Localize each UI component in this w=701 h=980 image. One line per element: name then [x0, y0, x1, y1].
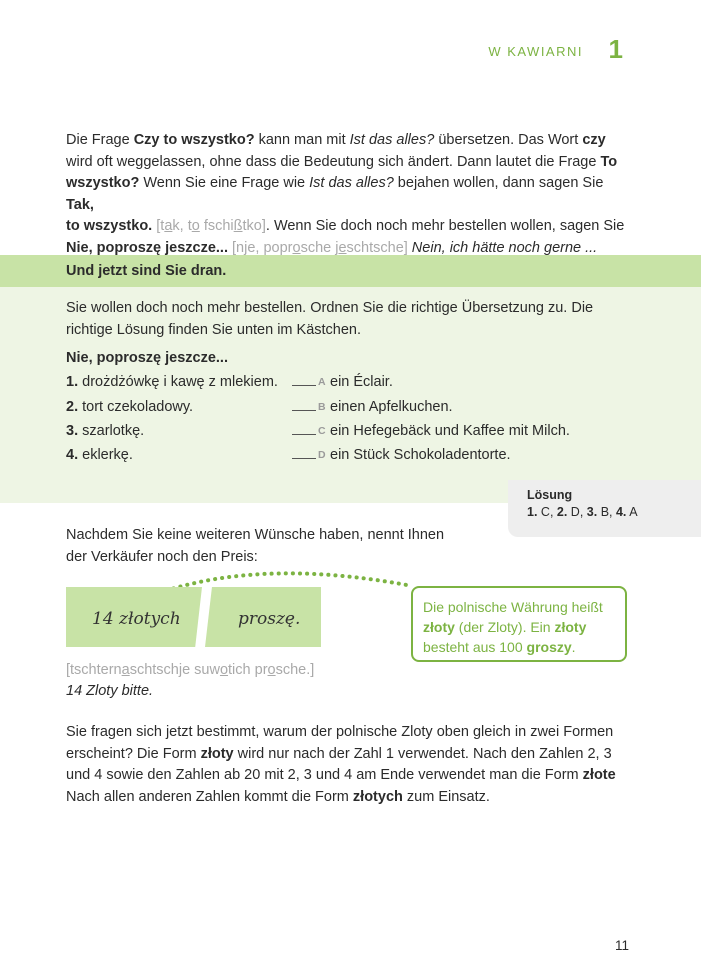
text: Nachdem Sie keine weiteren Wünsche haben, nennt Ihnen: [66, 527, 445, 543]
text-bold: 2.: [556, 505, 568, 519]
text-bold: złoty: [554, 619, 587, 635]
text: tko]: [242, 218, 266, 234]
item-number: 2.: [66, 399, 79, 415]
intro-line-2: [66, 152, 634, 174]
text: sche.]: [275, 662, 315, 678]
intro-paragraph: [66, 130, 634, 259]
item-polish: tort czekoladowy.: [82, 399, 194, 415]
answer-blank[interactable]: [292, 434, 316, 435]
text: bejahen wollen, dann sagen Sie: [393, 175, 604, 191]
item-letter: A: [318, 376, 326, 388]
text-bold: 1.: [527, 505, 538, 519]
text-bold: to wszystko.: [66, 218, 153, 234]
item-german: einen Apfelkuchen.: [330, 399, 453, 415]
exercise-heading: Und jetzt sind Sie dran.: [66, 263, 227, 279]
text: der Verkäufer noch den Preis:: [66, 548, 258, 565]
text-italic: Nein, ich hätte noch gerne ...: [407, 239, 598, 256]
closing-line-3: [66, 765, 646, 787]
exercise-item: [66, 374, 626, 396]
stress: o: [191, 218, 200, 234]
exercise-item: [66, 423, 626, 445]
text: tich pr: [228, 662, 268, 678]
text-bold: 4.: [615, 505, 627, 519]
text: [nje, popr: [227, 239, 293, 256]
text: Die Frage: [66, 132, 134, 148]
exercise-item: [66, 447, 626, 469]
exercise-heading-band: [0, 255, 701, 287]
text-italic: Ist das alles?: [309, 175, 394, 191]
text: wird nur nach der Zahl 1 verwendet. Nach den Zahlen 2, 3: [233, 745, 612, 762]
stress: o: [219, 662, 229, 678]
closing-line-2: [66, 744, 646, 766]
solution-title: Lösung: [527, 488, 573, 502]
price-pronunciation: [66, 660, 634, 682]
text-bold: Tak,: [66, 196, 94, 213]
text: kann man mit: [254, 132, 350, 148]
text: wird oft weggelassen, ohne dass die Bedeutung sich ändert. Dann lautet die Frage: [66, 153, 601, 170]
text: erscheint? Die Form: [66, 745, 201, 762]
text: besteht aus 100: [423, 639, 527, 655]
text: (der Zloty). Ein: [454, 619, 555, 635]
stress: ß: [233, 218, 243, 234]
intro-line-4: [66, 216, 634, 238]
chapter-title: W KAWIARNI: [488, 44, 583, 59]
item-polish: drożdżówkę i kawę z mlekiem.: [82, 374, 278, 390]
item-letter: B: [318, 401, 326, 413]
intro-line-3: [66, 173, 634, 216]
text: Wenn Sie eine Frage wie: [139, 175, 310, 191]
text: B,: [597, 505, 616, 519]
text-bold: wszystko?: [66, 175, 140, 191]
text-bold: To: [600, 153, 618, 170]
price-translation: 14 Zloty bitte.: [66, 683, 154, 699]
text: zum Einsatz.: [402, 788, 490, 805]
item-german: ein Éclair.: [330, 374, 393, 390]
exercise-instruction: [66, 298, 634, 341]
stress: a: [164, 218, 173, 234]
text: Sie fragen sich jetzt bestimmt, warum der polnische Zloty oben gleich in zwei Formen: [66, 724, 614, 740]
item-number: 3.: [66, 423, 79, 439]
info-box: [411, 586, 627, 662]
item-polish: eklerkę.: [82, 447, 133, 463]
text: [t: [152, 218, 165, 234]
text-bold: złoty: [423, 619, 455, 635]
text-bold: Nie, poproszę jeszcze...: [66, 239, 228, 256]
answer-blank[interactable]: [292, 385, 316, 386]
text-bold: groszy: [526, 639, 572, 655]
text: D,: [567, 505, 587, 519]
item-german: ein Stück Schokoladentorte.: [330, 447, 511, 463]
chapter-number: 1: [608, 34, 623, 64]
text: .: [571, 639, 576, 655]
text-bold: czy: [582, 132, 606, 148]
stress: a: [121, 662, 130, 678]
solution-answers: [527, 505, 638, 519]
text-italic: Ist das alles?: [349, 132, 435, 148]
item-letter: C: [318, 425, 326, 437]
page-number: 11: [614, 938, 629, 953]
exercise-item: [66, 399, 626, 421]
closing-paragraph: [66, 722, 646, 808]
stress: o: [267, 662, 276, 678]
text-bold: złoty: [200, 745, 234, 762]
pronunciation: [228, 240, 408, 256]
item-german: ein Hefegebäck und Kaffee mit Milch.: [330, 423, 570, 439]
text: A: [626, 505, 638, 519]
closing-line-4: [66, 787, 646, 809]
text: schtsche]: [346, 239, 408, 256]
solution-box: [508, 480, 701, 537]
exercise-prompt: Nie, poproszę jeszcze...: [66, 350, 228, 366]
text: sche j: [300, 239, 339, 256]
text: übersetzen. Das Wort: [434, 132, 583, 148]
item-letter: D: [318, 449, 326, 461]
text: schtschje suw: [129, 662, 220, 678]
intro-line-1: [66, 130, 634, 152]
text-bold: złote: [582, 767, 616, 783]
info-text: [423, 597, 619, 657]
answer-blank[interactable]: [292, 458, 316, 459]
text-bold: złotych: [352, 788, 403, 805]
text: k, t: [172, 218, 192, 234]
stress: e: [338, 239, 347, 256]
answer-blank[interactable]: [292, 410, 316, 411]
text: . Wenn Sie doch noch mehr bestellen wollen, sagen Sie: [265, 218, 625, 234]
instruction-line: Sie wollen doch noch mehr bestellen. Ordnen Sie die richtige Übersetzung zu. Die: [66, 300, 594, 316]
text: und 4 sowie den Zahlen ab 20 mit 2, 3 und 4 am Ende verwendet man die Form: [66, 767, 583, 783]
text: Die polnische Währung heißt: [423, 599, 603, 615]
text-bold: 3.: [586, 505, 598, 519]
text: [tschtern: [66, 662, 122, 678]
pronunciation: [152, 218, 266, 234]
text: C,: [537, 505, 557, 519]
stress: o: [292, 239, 301, 256]
speech-text-price: 14 złotych: [92, 609, 181, 629]
speech-text-please: proszę.: [238, 609, 301, 629]
text-bold: Czy to wszystko?: [133, 132, 255, 148]
instruction-line: richtige Lösung finden Sie unten im Kästchen.: [66, 321, 362, 338]
text: Nach allen anderen Zahlen kommt die Form: [66, 788, 353, 805]
item-polish: szarlotkę.: [82, 423, 145, 439]
item-number: 4.: [66, 447, 79, 463]
text: fschi: [199, 218, 234, 234]
item-number: 1.: [66, 374, 79, 390]
